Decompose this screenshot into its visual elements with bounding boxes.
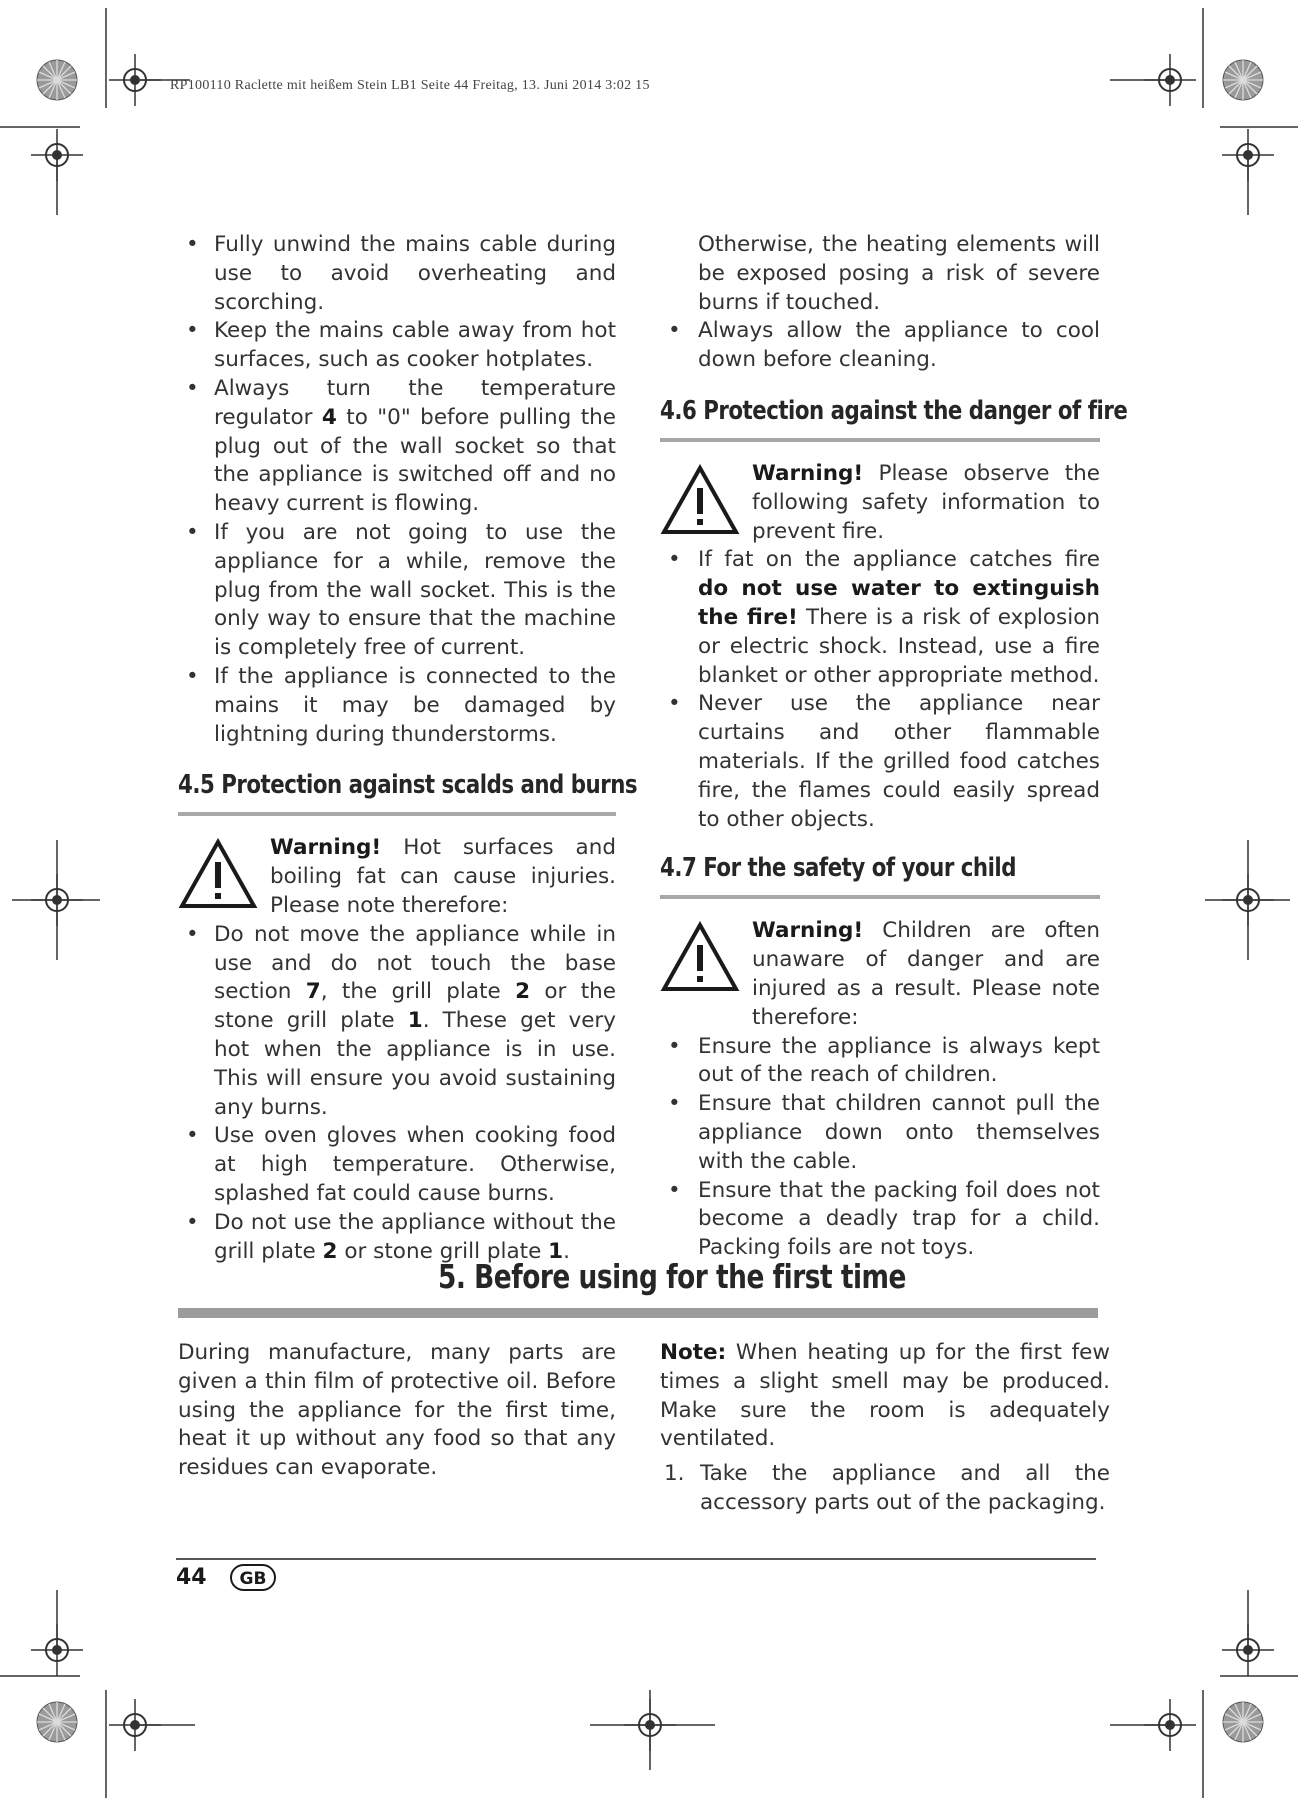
- note-label: Note:: [660, 1340, 727, 1365]
- section-rule: [660, 895, 1100, 899]
- warning-triangle-icon: [178, 838, 258, 910]
- print-info-line: RP100110 Raclette mit heißem Stein LB1 Seite 44 Freitag, 13. Juni 2014 3:02 15: [170, 78, 650, 93]
- left-column: [178, 231, 638, 1266]
- section-rule: [660, 438, 1100, 442]
- warning-triangle-icon: [660, 464, 740, 536]
- continuation-text: Otherwise, the heating elements will be exposed posing a risk of severe burns if touched.: [698, 232, 1100, 315]
- section-rule: [178, 1308, 1098, 1318]
- bullet-item: • Do not use the appliance without the grill plate 2 or stone grill plate 1.: [186, 1209, 616, 1264]
- bullet-item: • Always allow the appliance to cool down before cleaning.: [668, 318, 1100, 373]
- bullet-item: • If fat on the appliance catches fire do not use water to extinguish the fire! There is a risk of explosion or electric shock. Instead, use a fire blanket or other appropriate method.: [668, 547, 1101, 688]
- color-wheel-icon: [1223, 1702, 1263, 1742]
- step-number: 1.: [664, 1461, 685, 1487]
- heading-text: 4.7 For the safety of your child: [660, 853, 1017, 884]
- bullet-item: • Ensure that children cannot pull the appliance down onto themselves with the cable.: [668, 1091, 1100, 1174]
- warning-block: Warning! Children are often unaware of danger and are injured as a result. Please note therefore:: [660, 917, 1100, 1032]
- bullet-item: • If you are not going to use the appliance for a while, remove the plug from the wall socket. This is the only way to ensure that the machine is completely free of current.: [186, 519, 616, 661]
- page-number: 44: [176, 1565, 207, 1590]
- footer-rule: [176, 1558, 1096, 1560]
- section-heading-4-6: [660, 395, 1128, 435]
- section-5-left: [178, 1339, 616, 1483]
- numbered-step: 1. Take the appliance and all the accessory parts out of the packaging.: [664, 1461, 1110, 1515]
- part-reference: 4: [321, 404, 337, 430]
- warning-label: Warning!: [752, 918, 864, 944]
- heading-text: 4.5 Protection against scalds and burns: [178, 770, 638, 801]
- bullet-item: • Keep the mains cable away from hot surfaces, such as cooker hotplates.: [186, 318, 616, 373]
- warning-block: Warning! Hot surfaces and boiling fat can cause injuries. Please note therefore:: [178, 834, 616, 920]
- section-rule: [178, 812, 616, 816]
- bullet-item: • Fully unwind the mains cable during use to avoid overheating and scorching.: [186, 232, 616, 315]
- heading-text: 5. Before using for the first time: [438, 1257, 906, 1296]
- warning-label: Warning!: [752, 460, 864, 486]
- color-wheel-icon: [37, 60, 77, 100]
- right-column: [660, 231, 1128, 1263]
- bullet-item: • Always turn the temperature regulator 4 to "0" before pulling the plug out of the wall socket so that the appliance is switched off and no heavy current is flowing.: [186, 375, 616, 517]
- warning-label: Warning!: [270, 835, 382, 861]
- bullet-item: • Never use the appliance near curtains and other flammable materials. If the grilled food catches fire, the flames could easily spread to other objects.: [668, 691, 1100, 832]
- bullet-item: • Use oven gloves when cooking food at high temperature. Otherwise, splashed fat could cause burns.: [186, 1123, 616, 1206]
- bullet-item: • Ensure that the packing foil does not become a deadly trap for a child. Packing foils are not toys.: [668, 1177, 1100, 1261]
- bullet-item: • Do not move the appliance while in use and do not touch the base section 7, the grill plate 2 or the stone grill plate 1. These get very hot when the appliance is in use. This will ensure you avoid sustaining any burns.: [186, 921, 616, 1120]
- note-paragraph: Note: When heating up for the first few times a slight smell may be produced. Make sure the room is adequately ventilated.: [660, 1340, 1110, 1452]
- intro-paragraph: During manufacture, many parts are given a thin film of protective oil. Before using the appliance for the first time, heat it up without any food so that any residues can evaporate.: [178, 1340, 616, 1481]
- bullet-item: • If the appliance is connected to the mains it may be damaged by lightning during thunderstorms.: [186, 663, 616, 747]
- bullet-item: • Ensure the appliance is always kept out of the reach of children.: [668, 1033, 1100, 1088]
- warning-triangle-icon: [660, 921, 740, 993]
- section-5-right: [660, 1339, 1110, 1518]
- section-heading-5: [178, 1255, 1098, 1299]
- color-wheel-icon: [1223, 60, 1263, 100]
- section-heading-4-7: [660, 852, 1100, 892]
- warning-block: Warning! Please observe the following safety information to prevent fire.: [660, 460, 1100, 546]
- emphasis-text: do not use water to extinguish the fire!: [698, 576, 1100, 630]
- section-heading-4-5: [178, 769, 638, 809]
- heading-text: 4.6 Protection against the danger of fire: [660, 395, 1128, 426]
- country-badge: GB: [230, 1564, 276, 1591]
- color-wheel-icon: [37, 1702, 77, 1742]
